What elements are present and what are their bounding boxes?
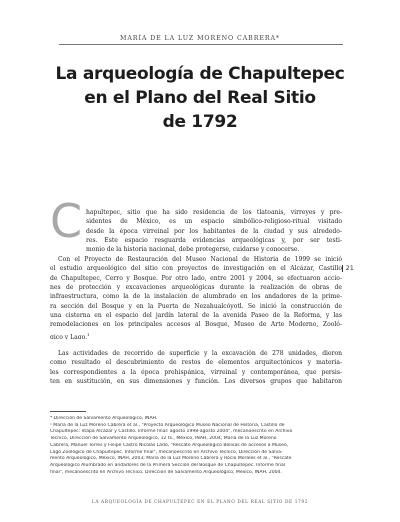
running-footer: LA ARQUEOLOGÍA DE CHAPULTEPEC EN EL PLANO DEL REAL SITIO DE 1792 [91,500,309,505]
paragraph-3 [50,349,342,386]
text-line: hapultepec, sitio que ha sido residencia de los tlatoanis, virreyes y pre- [86,209,342,216]
footnote-line: Arqueológico Alumbrado en andadores de la Primera Sección del Bosque de Chapultepec. Informe final [50,462,286,468]
text-line: de Chapultepec, Cerro y Bosque. Por otro lado, entre 2001 y 2004, se efectuaron accio- [50,274,342,282]
footnote-line: Cabrera, Manuel Torres y Felipe Castro Nicolás Lado, "Rescate Arqueológico Bolivas de accesos a Museo, [50,442,289,448]
text-line: el estudio arqueológico del sitio con proyectos de investigación en el Alcázar, Castillo [50,265,342,273]
text-line: remodelaciones en los principales accesos al Bosque, Museo de Arte Moderno, Zooló- [50,321,342,329]
footnote-line: Chapultepec: etapa Alcázar y Castillo. Informe final: agosto 1998-agosto 2004", mecanoescrito en Archivo [50,429,293,435]
footnote-line: ¹ María de la Luz Moreno Cabrera et al., "Proyecto Arqueológico Museo Nacional de Historia, Castillo de [50,422,285,428]
footnote-line: Lago Zoológico de Chapultepec. Informe final", mecanoescrito en Archivo Técnico, Dirección de Salva- [50,449,283,455]
text-fragment: gico y Lago. [50,333,88,340]
paragraph-2 [50,255,342,339]
article-title [50,62,350,134]
text-line: monio de la historia nacional, debe protegerse, cuidarse y conocerse. [86,246,300,254]
paragraph-1 [86,208,342,255]
footnote-ref: 1 [87,331,90,337]
text-line: Con el Proyecto de Restauración del Museo Nacional de Historia de 1999 se inició [58,256,342,263]
text-line: como resultado el descubrimiento de restos de elementos arquitectónicos y materia- [50,359,342,367]
title-line-1: La arqueología de Chapultepec [55,64,345,84]
header-rule [59,44,343,45]
page-number-bar [342,265,343,272]
text-line: res. Este espacio resguarda evidencias arqueológicas y, por ser testi- [86,237,342,245]
footnote-line: * Dirección de Salvamento Arqueológico, INAH. [50,416,158,421]
footnote-line: mento Arqueológico, México, INAH, 2003; María de la Luz Moreno Cabrera y Rocío Morales et al., "Rescate [50,456,292,462]
text-line: les correspondientes a la época prehispánica, virreinal y contemporánea, que persis- [50,368,342,376]
footnote-rule [50,411,86,412]
text-line: nes de protección y excavaciones arqueológicas durante la realización de obras de [50,284,342,292]
page-number-text: 21 [345,264,354,272]
title-line-2: en el Plano del Real Sitio [84,88,316,108]
text-line: ra sección del Bosque y en la Puerta de Nezahualcóyotl. Se inició la construcción de [50,302,342,310]
text-line: infraestructura, como la de la instalación de alumbrado en los andadores de la prime- [50,293,342,301]
page-number [342,264,354,272]
text-line: sidentes de México, es un espacio simbólico-religioso-ritual visitado [86,218,342,226]
footnote-line: final", mecanoescrito en Archivo Técnico, Dirección de Salvamento Arqueológico, México, INAH, 2004. [50,469,282,475]
title-line-3: de 1792 [162,112,238,132]
text-line: desde la época virreinal por los habitantes de la ciudad y sus alrededo- [86,227,342,235]
footnotes [50,416,342,476]
text-line: ten en sustitución, en sus dimensiones y función. Los diversos grupos que habitaron [50,378,342,386]
author-header: MARÍA DE LA LUZ MORENO CABRERA* [120,35,280,42]
footnote-line: Técnico, Dirección de Salvamento Arqueológico, 12 ts., México, INAH, 2004; María de la Luz Moreno [50,436,277,442]
drop-cap-letter: C [50,194,83,248]
text-line-last [50,330,342,339]
text-line: Las actividades de recorrido de superficie y la excavación de 278 unidades, dieron [58,350,342,357]
text-line: una cisterna en el espacio del jardín lateral de la avenida Paseo de la Reforma, y las [50,312,342,320]
